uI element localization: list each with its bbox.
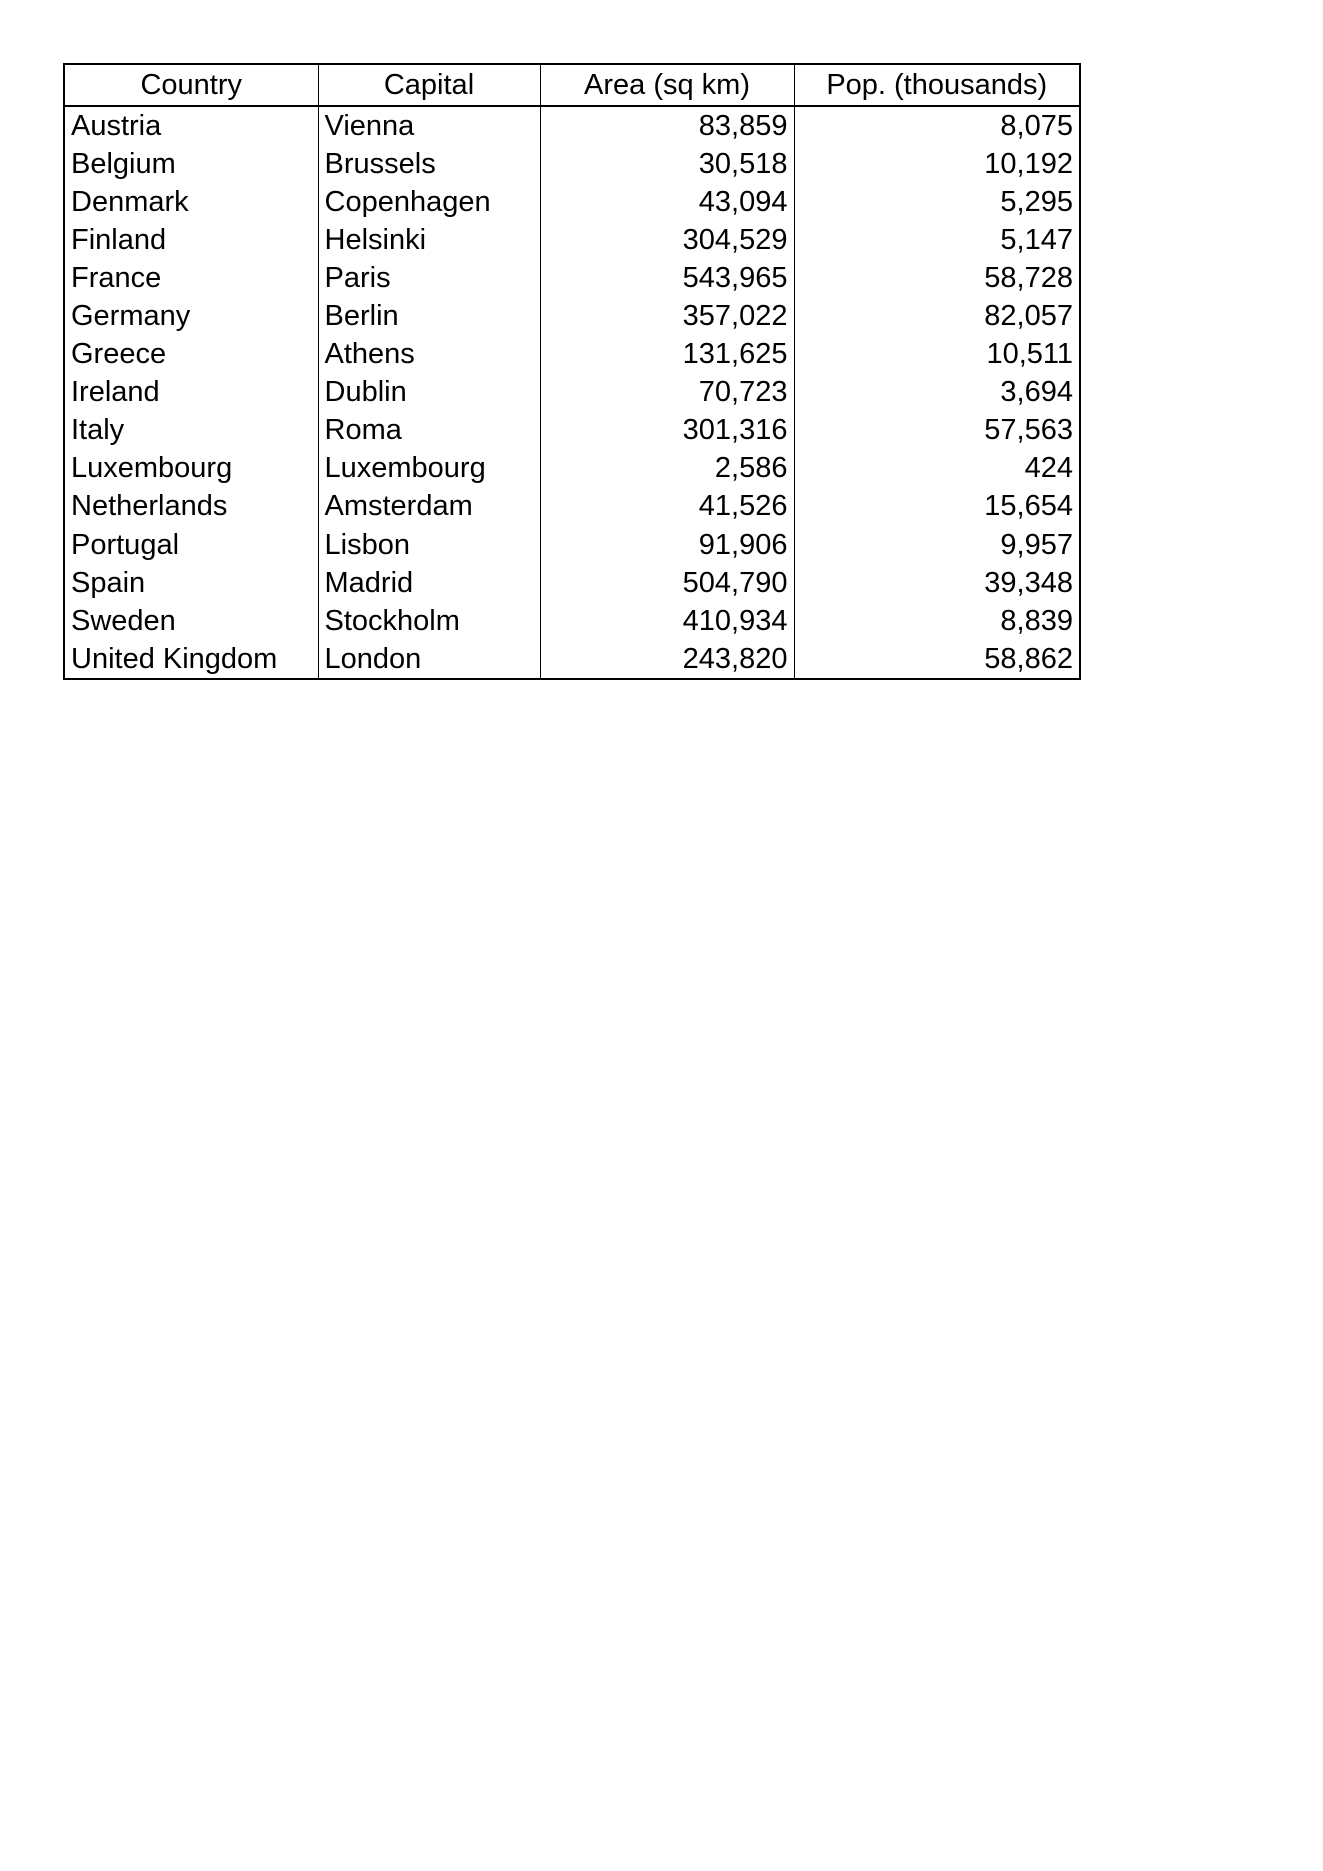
table-row: [64, 145, 1080, 183]
table-row: [64, 602, 1080, 640]
cell-area: 301,316: [540, 412, 794, 450]
cell-country: Sweden: [71, 604, 176, 637]
header-area: Area (sq km): [540, 64, 794, 106]
cell-population: 3,694: [794, 374, 1080, 412]
cell-population: 424: [794, 450, 1080, 488]
cell-area: 41,526: [540, 488, 794, 526]
cell-capital: Madrid: [318, 564, 540, 602]
cell-capital: Roma: [318, 412, 540, 450]
cell-country: Austria: [71, 109, 162, 142]
cell-country: Netherlands: [71, 490, 228, 523]
cell-capital: Amsterdam: [318, 488, 540, 526]
table-row: [64, 336, 1080, 374]
cell-population: 8,075: [794, 106, 1080, 145]
cell-population: 10,511: [794, 336, 1080, 374]
table-row: [64, 297, 1080, 335]
cell-country: Italy: [71, 414, 125, 447]
table-row: [64, 183, 1080, 221]
cell-area: 357,022: [540, 297, 794, 335]
cell-area: 243,820: [540, 640, 794, 679]
cell-country: Denmark: [71, 185, 189, 218]
cell-population: 5,147: [794, 221, 1080, 259]
cell-area: 91,906: [540, 526, 794, 564]
cell-country: Belgium: [71, 147, 176, 180]
cell-capital: Brussels: [318, 145, 540, 183]
cell-area: 70,723: [540, 374, 794, 412]
cell-population: 39,348: [794, 564, 1080, 602]
cell-population: 58,728: [794, 259, 1080, 297]
cell-area: 131,625: [540, 336, 794, 374]
cell-country: Portugal: [71, 528, 180, 561]
cell-area: 83,859: [540, 106, 794, 145]
cell-capital: Luxembourg: [318, 450, 540, 488]
header-capital: Capital: [318, 64, 540, 106]
cell-capital: Helsinki: [318, 221, 540, 259]
cell-capital: Lisbon: [318, 526, 540, 564]
table-body: [64, 106, 1080, 679]
header-population: Pop. (thousands): [794, 64, 1080, 106]
cell-population: 82,057: [794, 297, 1080, 335]
cell-country: Finland: [71, 223, 167, 256]
cell-population: 57,563: [794, 412, 1080, 450]
cell-area: 504,790: [540, 564, 794, 602]
cell-area: 43,094: [540, 183, 794, 221]
cell-capital: Dublin: [318, 374, 540, 412]
table-row: [64, 640, 1080, 679]
cell-population: 15,654: [794, 488, 1080, 526]
table-row: [64, 374, 1080, 412]
cell-capital: Vienna: [318, 106, 540, 145]
cell-area: 30,518: [540, 145, 794, 183]
cell-country: Greece: [71, 338, 167, 371]
cell-population: 5,295: [794, 183, 1080, 221]
cell-capital: Athens: [318, 336, 540, 374]
cell-area: 410,934: [540, 602, 794, 640]
table-row: [64, 564, 1080, 602]
table-row: [64, 526, 1080, 564]
header-row: [64, 64, 1080, 106]
cell-country: United Kingdom: [71, 642, 278, 675]
table-row: [64, 259, 1080, 297]
cell-capital: Paris: [318, 259, 540, 297]
cell-capital: London: [318, 640, 540, 679]
cell-capital: Copenhagen: [318, 183, 540, 221]
cell-population: 58,862: [794, 640, 1080, 679]
cell-country: Ireland: [71, 376, 160, 409]
table-row: [64, 450, 1080, 488]
cell-capital: Berlin: [318, 297, 540, 335]
country-table: [63, 63, 1081, 680]
cell-population: 10,192: [794, 145, 1080, 183]
cell-area: 304,529: [540, 221, 794, 259]
cell-country: Luxembourg: [71, 452, 233, 485]
table-row: [64, 106, 1080, 145]
table-row: [64, 221, 1080, 259]
cell-population: 9,957: [794, 526, 1080, 564]
document-page: [63, 63, 1081, 680]
header-country: Country: [64, 64, 318, 106]
cell-area: 2,586: [540, 450, 794, 488]
cell-country: Spain: [71, 566, 146, 599]
table-row: [64, 412, 1080, 450]
cell-population: 8,839: [794, 602, 1080, 640]
cell-country: France: [71, 261, 162, 294]
cell-area: 543,965: [540, 259, 794, 297]
table-row: [64, 488, 1080, 526]
cell-capital: Stockholm: [318, 602, 540, 640]
cell-country: Germany: [71, 300, 191, 333]
